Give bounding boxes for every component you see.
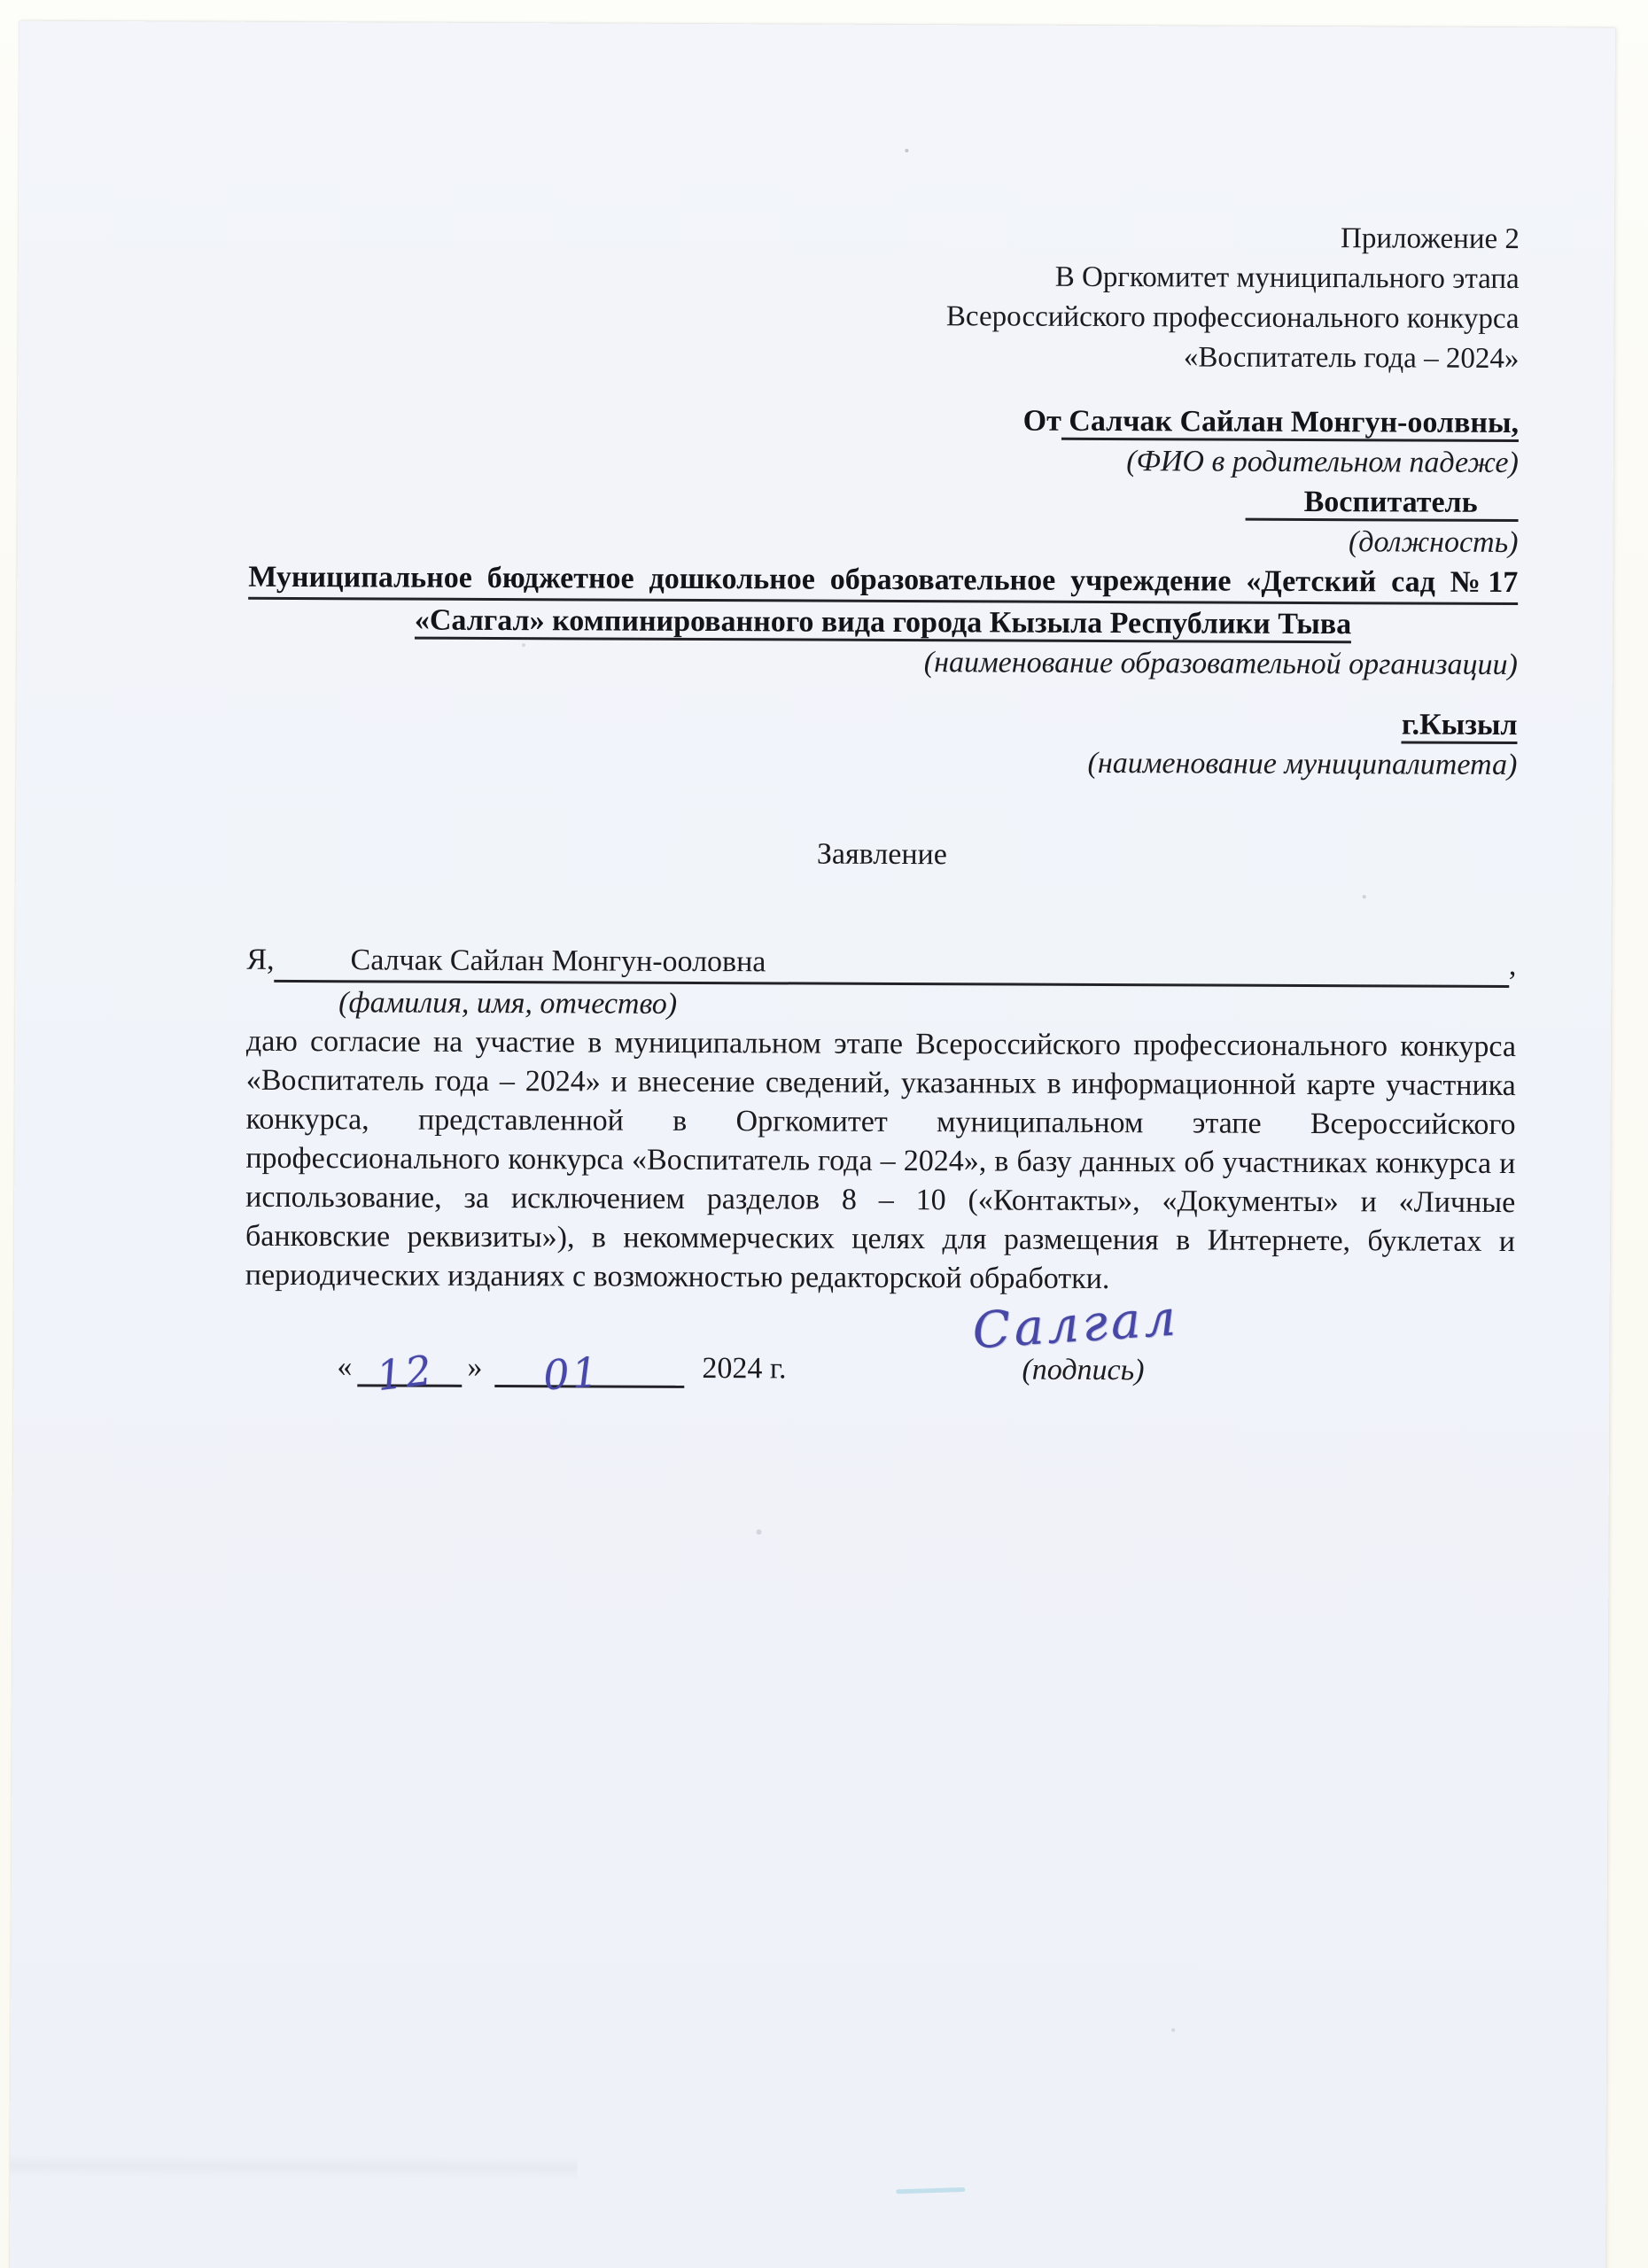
declarant-line — [246, 940, 1516, 988]
ink-smudge — [896, 2187, 965, 2194]
organization-name-line-2-wrap — [248, 600, 1518, 645]
handwritten-day: 12 — [374, 1345, 437, 1401]
full-name-caption: (фамилия, имя, отчество) — [338, 986, 678, 1021]
from-label: От — [1022, 404, 1061, 438]
municipality-block — [247, 700, 1517, 785]
signature-column — [910, 1289, 1255, 1391]
fio-caption: (ФИО в родительном падеже) — [1126, 445, 1519, 480]
organization-caption: (наименование образовательной организации) — [923, 646, 1518, 682]
handwritten-month: 01 — [541, 1348, 602, 1400]
contest-name-line: «Воспитатель года – 2024» — [1183, 341, 1520, 376]
appendix-number-line: Приложение 2 — [1340, 222, 1520, 256]
consent-paragraph: даю согласие на участие в муниципальном этапе Всероссийского профессионального конкурса «Воспитатель года – 2024» и внесение сведений, указанных в информационной карте участника конкурса, представленной в Оргкомитет муниципальном этапе Всероссийского профессионального конкурса «Воспитатель года – 2024», в базу данных об участниках конкурса и использование, за исключением разделов 8 – 10 («Контакты», «Документы» и «Личные банковские реквизиты»), в некоммерческих целях для размещения в Интернете, буклетах и периодических изданиях с возможностью редакторской обработки. — [245, 1024, 1517, 1296]
signature-caption: (подпись) — [1022, 1353, 1145, 1387]
organization-name-line-2: «Салгал» компинированного вида города Кызыла Республики Тыва — [415, 604, 1351, 644]
year-label: 2024 г. — [702, 1352, 787, 1386]
applicant-from-block — [248, 398, 1519, 685]
day-field — [357, 1345, 462, 1401]
appendix-header-block — [249, 214, 1520, 379]
document-content — [245, 22, 1520, 1401]
document-title: Заявление — [816, 837, 947, 872]
position-caption: (должность) — [1348, 525, 1519, 560]
declarant-full-name: Салчак Сайлан Монгун-ооловна — [350, 944, 766, 979]
line-end-comma: , — [1508, 948, 1517, 983]
date-and-signature-row — [337, 1289, 1514, 1401]
organization-name-line-1: Муниципальное бюджетное дошкольное образовательное учреждение «Детский сад №17 — [248, 557, 1518, 605]
open-quote: « — [337, 1350, 353, 1384]
applicant-position: Воспитатель — [1246, 485, 1519, 522]
from-line — [249, 398, 1519, 443]
declarant-name-underline — [274, 940, 1509, 988]
municipality-name: г.Кызыл — [1402, 708, 1518, 744]
paper-sheet — [10, 21, 1615, 2268]
municipality-caption: (наименование муниципалитета) — [1087, 746, 1518, 782]
municipality-line — [247, 700, 1517, 745]
paper-crease — [10, 2155, 577, 2180]
handwritten-signature: Салгал — [970, 1289, 1181, 1361]
addressee-line-2: Всероссийского профессионального конкурса — [945, 300, 1520, 336]
applicant-name-genitive: Салчак Сайлан Монгун-оолвны, — [1061, 405, 1519, 442]
position-line — [249, 478, 1519, 523]
month-field — [494, 1348, 684, 1400]
addressee-line-1: В Оргкомитет муниципального этапа — [1054, 260, 1520, 296]
close-quote: » — [467, 1350, 483, 1384]
i-label: Я, — [246, 943, 275, 976]
